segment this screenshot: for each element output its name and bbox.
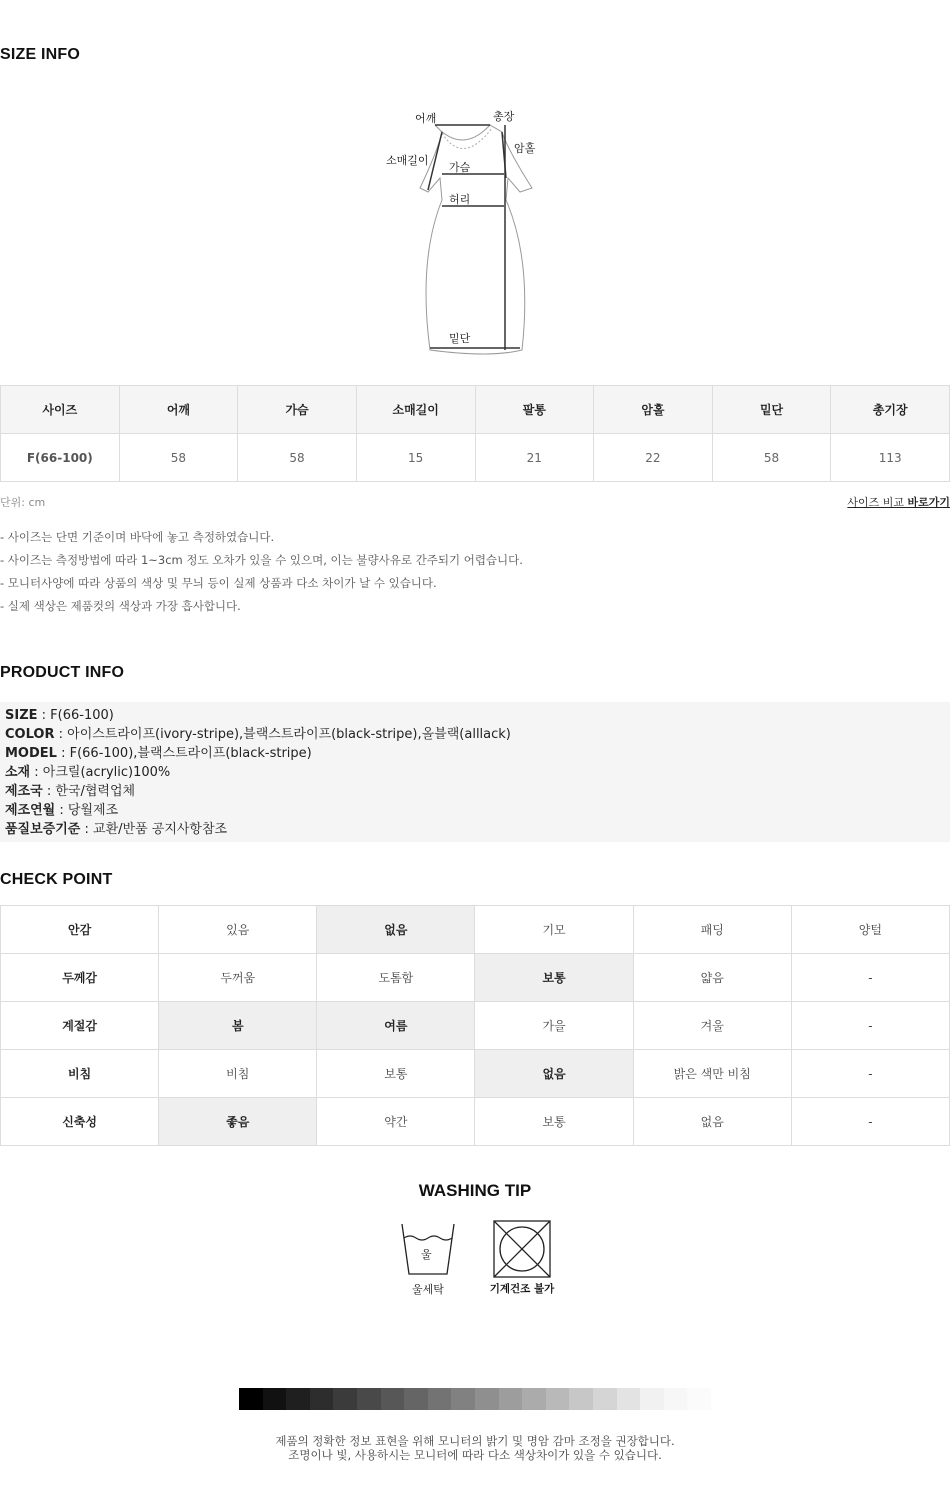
size-cell: 58 bbox=[712, 434, 831, 482]
footer-notice-1: 제품의 정확한 정보 표현을 위해 모니터의 밝기 및 명암 감마 조정을 권장합니다. bbox=[275, 1434, 675, 1448]
check-option-cell: 기모 bbox=[475, 906, 633, 954]
product-info-row bbox=[5, 763, 945, 782]
check-option-cell: 약간 bbox=[317, 1098, 475, 1146]
grayscale-swatch bbox=[333, 1388, 357, 1410]
grayscale-swatch bbox=[428, 1388, 452, 1410]
grayscale-swatch bbox=[593, 1388, 617, 1410]
info-value: 당월제조 bbox=[67, 803, 119, 818]
size-header-cell: 암홀 bbox=[594, 386, 713, 434]
size-cell: 22 bbox=[594, 434, 713, 482]
size-cell: 113 bbox=[831, 434, 950, 482]
dress-measurement-diagram bbox=[380, 100, 550, 365]
check-point-title: CHECK POINT bbox=[0, 871, 113, 888]
table-row bbox=[1, 1098, 950, 1146]
product-info-row bbox=[5, 820, 945, 839]
info-sep: : bbox=[80, 822, 94, 837]
grayscale-swatch bbox=[522, 1388, 546, 1410]
grayscale-swatch bbox=[640, 1388, 664, 1410]
grayscale-swatch bbox=[451, 1388, 475, 1410]
grayscale-swatch bbox=[687, 1388, 711, 1410]
list-item: - 모니터사양에 따라 상품의 색상 및 무늬 등이 실제 상품과 다소 차이가 날 수 있습니다. bbox=[0, 576, 437, 590]
info-value: F(66-100),블랙스트라이프(black-stripe) bbox=[69, 746, 312, 761]
check-option-cell: 얇음 bbox=[633, 954, 791, 1002]
wool-symbol-text: 울 bbox=[421, 1248, 432, 1261]
info-value: 아이스트라이프(ivory-stripe),블랙스트라이프(black-stripe),올블랙(alllack) bbox=[67, 727, 511, 742]
check-option-cell: 없음 bbox=[317, 906, 475, 954]
size-header-cell: 총기장 bbox=[831, 386, 950, 434]
table-row bbox=[1, 1002, 950, 1050]
info-key: 제조국 bbox=[5, 784, 43, 799]
unit-label: 단위: cm bbox=[0, 496, 46, 509]
info-sep: : bbox=[37, 708, 51, 723]
washing-tip-title: WASHING TIP bbox=[418, 1181, 532, 1200]
grayscale-swatch bbox=[617, 1388, 641, 1410]
check-row-head: 계절감 bbox=[1, 1002, 159, 1050]
product-info-title: PRODUCT INFO bbox=[0, 664, 125, 681]
info-key: 제조연월 bbox=[5, 803, 56, 818]
grayscale-swatch bbox=[357, 1388, 381, 1410]
footer-notice-2: 조명이나 빛, 사용하시는 모니터에 따라 다소 색상차이가 있을 수 있습니다. bbox=[288, 1448, 662, 1462]
grayscale-swatch bbox=[569, 1388, 593, 1410]
list-item: - 사이즈는 측정방법에 따라 1~3cm 정도 오차가 있을 수 있으며, 이는 불량사유로 간주되기 어렵습니다. bbox=[0, 553, 523, 567]
wool-wash-icon bbox=[400, 1222, 456, 1282]
check-option-cell: 보통 bbox=[475, 1098, 633, 1146]
size-table bbox=[0, 385, 950, 482]
compare-link-text: 바로가기 bbox=[907, 496, 950, 509]
no-tumble-dry-icon bbox=[493, 1220, 551, 1282]
grayscale-swatch bbox=[546, 1388, 570, 1410]
size-info-title: SIZE INFO bbox=[0, 46, 81, 63]
check-option-cell: - bbox=[791, 1098, 949, 1146]
size-cell: 58 bbox=[238, 434, 357, 482]
product-info-row bbox=[5, 744, 945, 763]
check-option-cell: 겨울 bbox=[633, 1002, 791, 1050]
check-option-cell: 있음 bbox=[159, 906, 317, 954]
label-total-length: 총장 bbox=[493, 110, 515, 123]
product-info-row bbox=[5, 725, 945, 744]
info-key: COLOR bbox=[5, 727, 55, 742]
info-key: MODEL bbox=[5, 746, 57, 761]
size-header-cell: 가슴 bbox=[238, 386, 357, 434]
table-row bbox=[1, 954, 950, 1002]
check-option-cell: 여름 bbox=[317, 1002, 475, 1050]
info-sep: : bbox=[55, 803, 68, 818]
info-key: 품질보증기준 bbox=[5, 822, 81, 837]
product-info-box bbox=[0, 702, 950, 842]
check-row-head: 비침 bbox=[1, 1050, 159, 1098]
info-value: F(66-100) bbox=[50, 708, 114, 723]
label-chest: 가슴 bbox=[449, 161, 471, 174]
label-sleeve-length: 소매길이 bbox=[386, 154, 429, 167]
check-option-cell: 가을 bbox=[475, 1002, 633, 1050]
check-option-cell: 봄 bbox=[159, 1002, 317, 1050]
info-value: 한국/협력업체 bbox=[55, 784, 136, 799]
size-table-header-row bbox=[1, 386, 950, 434]
label-shoulder: 어깨 bbox=[415, 112, 437, 125]
info-sep: : bbox=[54, 727, 68, 742]
info-value: 아크릴(acrylic)100% bbox=[42, 765, 171, 780]
check-point-table bbox=[0, 905, 950, 1146]
check-option-cell: 비침 bbox=[159, 1050, 317, 1098]
size-cell: F(66-100) bbox=[1, 434, 120, 482]
info-key: SIZE bbox=[5, 708, 38, 723]
size-compare-link[interactable] bbox=[847, 494, 950, 510]
table-row bbox=[1, 1050, 950, 1098]
table-row bbox=[1, 906, 950, 954]
check-row-head: 두께감 bbox=[1, 954, 159, 1002]
compare-prefix: 사이즈 비교 bbox=[847, 496, 908, 509]
info-key: 소재 bbox=[5, 765, 31, 780]
check-option-cell: 밝은 색만 비침 bbox=[633, 1050, 791, 1098]
check-option-cell: 두꺼움 bbox=[159, 954, 317, 1002]
grayscale-swatch bbox=[310, 1388, 334, 1410]
check-option-cell: 좋음 bbox=[159, 1098, 317, 1146]
size-header-cell: 사이즈 bbox=[1, 386, 120, 434]
list-item: - 사이즈는 단면 기준이며 바닥에 놓고 측정하였습니다. bbox=[0, 530, 275, 544]
check-option-cell: - bbox=[791, 954, 949, 1002]
size-header-cell: 팔통 bbox=[475, 386, 594, 434]
size-header-cell: 밑단 bbox=[712, 386, 831, 434]
grayscale-swatch bbox=[286, 1388, 310, 1410]
info-sep: : bbox=[30, 765, 43, 780]
info-value: 교환/반품 공지사항참조 bbox=[93, 822, 228, 837]
check-option-cell: 양털 bbox=[791, 906, 949, 954]
size-header-cell: 소매길이 bbox=[356, 386, 475, 434]
table-row bbox=[1, 434, 950, 482]
wool-wash-label: 울세탁 bbox=[412, 1283, 444, 1296]
grayscale-swatch bbox=[664, 1388, 688, 1410]
check-option-cell: 없음 bbox=[633, 1098, 791, 1146]
grayscale-swatch bbox=[381, 1388, 405, 1410]
check-option-cell: 보통 bbox=[475, 954, 633, 1002]
info-sep: : bbox=[42, 784, 56, 799]
grayscale-swatch bbox=[475, 1388, 499, 1410]
check-row-head: 안감 bbox=[1, 906, 159, 954]
check-option-cell: - bbox=[791, 1002, 949, 1050]
grayscale-swatch bbox=[499, 1388, 523, 1410]
check-option-cell: 패딩 bbox=[633, 906, 791, 954]
list-item: - 실제 색상은 제품컷의 색상과 가장 흡사합니다. bbox=[0, 599, 241, 613]
check-option-cell: 도톰함 bbox=[317, 954, 475, 1002]
label-armhole: 암홀 bbox=[514, 142, 536, 155]
grayscale-swatch bbox=[239, 1388, 263, 1410]
grayscale-swatch bbox=[263, 1388, 287, 1410]
product-info-row bbox=[5, 706, 945, 725]
product-info-row bbox=[5, 801, 945, 820]
grayscale-calibration-bar bbox=[239, 1388, 711, 1410]
size-header-cell: 어깨 bbox=[119, 386, 238, 434]
product-info-row bbox=[5, 782, 945, 801]
size-notes bbox=[0, 526, 523, 618]
check-row-head: 신축성 bbox=[1, 1098, 159, 1146]
check-option-cell: 없음 bbox=[475, 1050, 633, 1098]
size-cell: 15 bbox=[356, 434, 475, 482]
size-cell: 21 bbox=[475, 434, 594, 482]
size-cell: 58 bbox=[119, 434, 238, 482]
check-option-cell: - bbox=[791, 1050, 949, 1098]
check-option-cell: 보통 bbox=[317, 1050, 475, 1098]
no-tumble-dry-label: 기계건조 불가 bbox=[489, 1283, 555, 1295]
grayscale-swatch bbox=[404, 1388, 428, 1410]
label-hem: 밑단 bbox=[449, 332, 471, 345]
label-waist: 허리 bbox=[449, 193, 471, 206]
info-sep: : bbox=[56, 746, 70, 761]
